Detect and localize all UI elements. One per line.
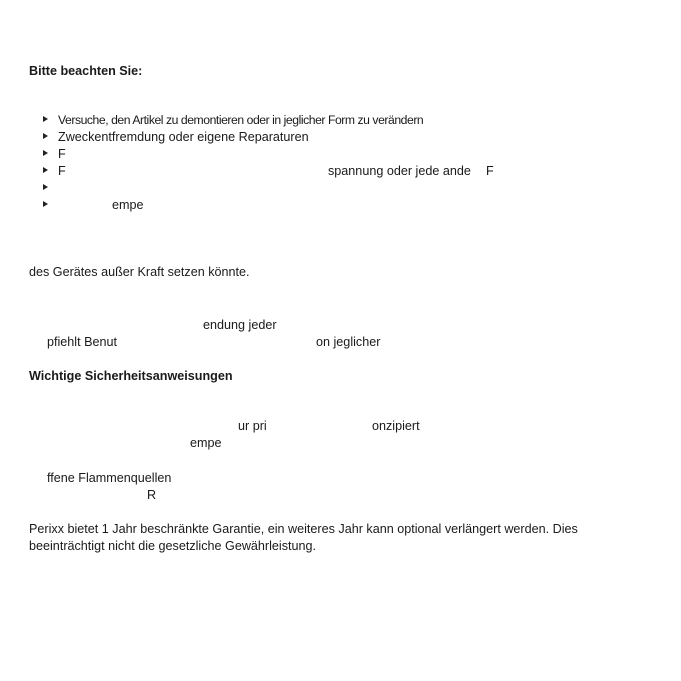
warranty-text: beeinträchtigt nicht die gesetzliche Gewährleistung. — [29, 539, 317, 553]
list-item-text: F — [486, 164, 494, 178]
paragraph-text: pfiehlt Benut — [47, 335, 118, 349]
notice-heading-text: Bitte beachten Sie: — [29, 64, 143, 78]
bullet-triangle-icon — [43, 133, 48, 139]
safety-heading-text: Wichtige Sicherheitsanweisungen — [29, 369, 233, 383]
paragraph-text: ur pri — [238, 419, 267, 433]
bullet-triangle-icon — [43, 116, 48, 122]
paragraph-text: R — [147, 488, 157, 502]
paragraph-text: on jeglicher — [316, 335, 381, 349]
bullet-triangle-icon — [43, 150, 48, 156]
warranty-text: Perixx bietet 1 Jahr beschränkte Garantie, ein weiteres Jahr kann optional verlängert werden. Dies — [29, 522, 578, 536]
bullet-triangle-icon — [43, 201, 48, 207]
list-item-text: empe — [112, 198, 144, 212]
bullet-triangle-icon — [43, 167, 48, 173]
list-item-text: spannung oder jede ande — [328, 164, 471, 178]
paragraph-text: ffene Flammenquellen — [47, 471, 172, 485]
list-item-text: Zweckentfremdung oder eigene Reparaturen — [58, 130, 309, 144]
paragraph-text: endung jeder — [203, 318, 277, 332]
list-item-text: Versuche, den Artikel zu demontieren oder in jeglicher Form zu verändern — [58, 113, 424, 127]
paragraph-text: des Gerätes außer Kraft setzen könnte. — [29, 265, 250, 279]
bullet-triangle-icon — [43, 184, 48, 190]
list-item-text: F — [58, 147, 66, 161]
list-item-text: F — [58, 164, 66, 178]
paragraph-text: empe — [190, 436, 222, 450]
paragraph-text: onzipiert — [372, 419, 420, 433]
